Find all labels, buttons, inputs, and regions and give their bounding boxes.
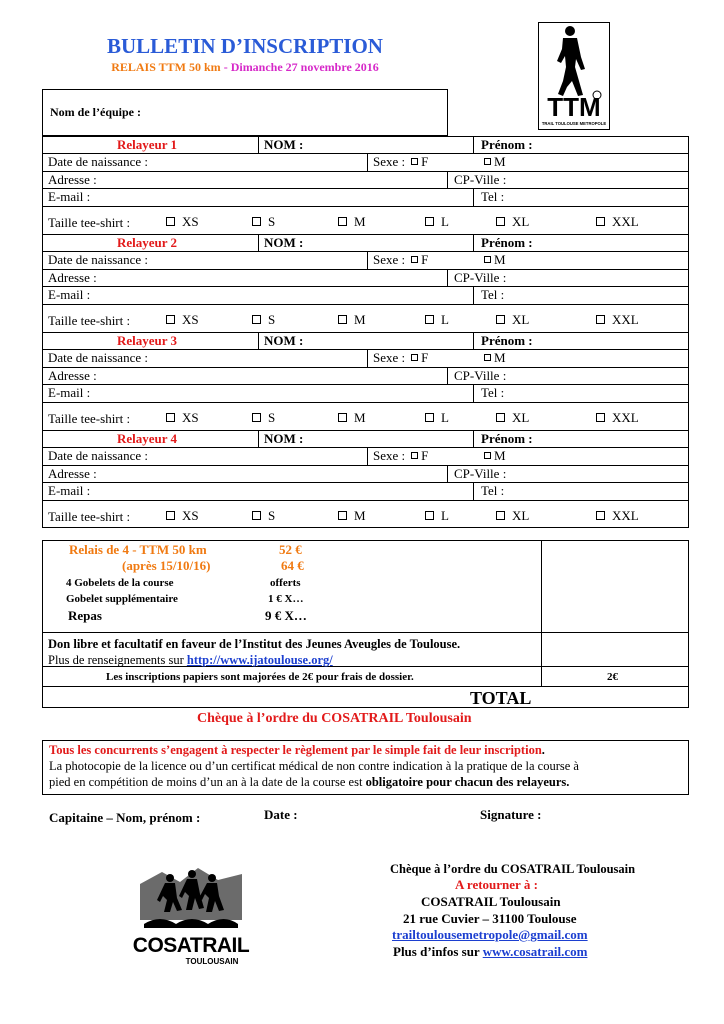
email-field[interactable]: E-mail : (48, 483, 91, 498)
signature-label[interactable]: Signature : (480, 807, 542, 822)
svg-text:TOULOUSAIN: TOULOUSAIN (185, 957, 239, 966)
repas-label: Repas (68, 608, 102, 623)
tshirt-option: S (252, 313, 275, 327)
tshirt-option: XXL (596, 215, 639, 229)
dob-field[interactable]: Date de naissance : (48, 350, 148, 365)
cosatrail-logo (132, 864, 250, 972)
tshirt-option: L (425, 215, 449, 229)
tshirt-checkbox[interactable] (596, 413, 605, 422)
sexe-f-checkbox[interactable] (411, 354, 418, 361)
tshirt-option: S (252, 411, 275, 425)
late-price-label: (après 15/10/16) (122, 558, 211, 573)
tshirt-checkbox[interactable] (496, 413, 505, 422)
rules-line-2: pied en compétition de moins d’un an à la date de la course est obligatoire pour chacun des relayeurs. (49, 775, 570, 789)
tshirt-option: S (252, 215, 275, 229)
address-cheque: Chèque à l’ordre du COSATRAIL Toulousain (390, 862, 636, 876)
nom-field[interactable]: NOM : (264, 137, 304, 152)
sexe-m-checkbox[interactable] (484, 256, 491, 263)
tshirt-checkbox[interactable] (496, 511, 505, 520)
tshirt-checkbox[interactable] (166, 511, 175, 520)
runners-icon (132, 864, 250, 972)
nom-field[interactable]: NOM : (264, 431, 304, 446)
relais-price: 52 € (279, 542, 302, 557)
tshirt-checkbox[interactable] (338, 413, 347, 422)
event-name: RELAIS TTM 50 km (111, 60, 221, 74)
event-date: Dimanche 27 novembre 2016 (230, 60, 379, 74)
email-field[interactable]: E-mail : (48, 287, 91, 302)
sexe-m-option: M (478, 253, 506, 267)
tshirt-checkbox[interactable] (166, 413, 175, 422)
repas-value[interactable]: 9 € X… (265, 608, 307, 623)
sexe-m-option: M (478, 351, 506, 365)
tshirt-option: XS (166, 509, 199, 523)
cp-ville-field[interactable]: CP-Ville : (454, 270, 507, 285)
tshirt-checkbox[interactable] (252, 511, 261, 520)
tshirt-option: L (425, 509, 449, 523)
contact-email-link[interactable]: trailtoulousemetropole@gmail.com (392, 927, 588, 942)
tel-field[interactable]: Tel : (481, 483, 505, 498)
dob-field[interactable]: Date de naissance : (48, 448, 148, 463)
address-field[interactable]: Adresse : (48, 466, 97, 481)
cp-ville-field[interactable]: CP-Ville : (454, 466, 507, 481)
captain-label[interactable]: Capitaine – Nom, prénom : (49, 810, 201, 825)
majoration-label: Les inscriptions papiers sont majorées de 2€ pour frais de dossier. (106, 671, 414, 683)
svg-text:TTM: TTM (547, 92, 601, 122)
tshirt-checkbox[interactable] (425, 511, 434, 520)
tshirt-label: Taille tee-shirt : (48, 313, 131, 328)
tshirt-checkbox[interactable] (596, 315, 605, 324)
dob-field[interactable]: Date de naissance : (48, 154, 148, 169)
tshirt-option: XXL (596, 411, 639, 425)
tshirt-checkbox[interactable] (596, 511, 605, 520)
website-line: Plus d’infos sur www.cosatrail.com (393, 944, 588, 959)
late-price: 64 € (281, 558, 304, 573)
relayeur-label: Relayeur 1 (117, 137, 178, 152)
svg-text:TRAIL TOULOUSE METROPOLE: TRAIL TOULOUSE METROPOLE (541, 121, 607, 126)
rules-line-1: La photocopie de la licence ou d’un certificat médical de non contre indication à la pratique de la course à (49, 759, 579, 773)
tshirt-option: M (338, 411, 366, 425)
tshirt-option: L (425, 313, 449, 327)
prenom-field[interactable]: Prénom : (481, 431, 533, 446)
dob-field[interactable]: Date de naissance : (48, 252, 148, 267)
tshirt-checkbox[interactable] (496, 315, 505, 324)
relais-price-label: Relais de 4 - TTM 50 km (69, 542, 207, 557)
email-field[interactable]: E-mail : (48, 385, 91, 400)
majoration-value: 2€ (607, 671, 618, 683)
tshirt-label: Taille tee-shirt : (48, 411, 131, 426)
commitment-text: Tous les concurrents s’engagent à respecter le règlement par le simple fait de leur inscription. (49, 743, 545, 757)
sexe-field: Sexe : F (373, 448, 429, 463)
address-field[interactable]: Adresse : (48, 368, 97, 383)
gobelet-sup-label: Gobelet supplémentaire (66, 593, 178, 605)
ija-link[interactable]: http://www.ijatoulouse.org/ (186, 653, 333, 667)
tshirt-option: XS (166, 215, 199, 229)
tshirt-checkbox[interactable] (252, 413, 261, 422)
nom-field[interactable]: NOM : (264, 333, 304, 348)
tel-field[interactable]: Tel : (481, 385, 505, 400)
gobelet-sup-value[interactable]: 1 € X… (268, 593, 304, 605)
sexe-f-checkbox[interactable] (411, 452, 418, 459)
info-line: Plus de renseignements sur http://www.ijatoulouse.org/ (48, 653, 333, 667)
tshirt-checkbox[interactable] (252, 315, 261, 324)
sexe-m-checkbox[interactable] (484, 452, 491, 459)
sexe-f-checkbox[interactable] (411, 158, 418, 165)
tshirt-option: M (338, 509, 366, 523)
relayeur-label: Relayeur 2 (117, 235, 178, 250)
cheque-label: Chèque à l’ordre du COSATRAIL Toulousain (197, 711, 472, 726)
address-return: A retourner à : (455, 877, 538, 892)
sexe-m-option: M (478, 155, 506, 169)
team-name-label: Nom de l’équipe : (50, 105, 141, 119)
tshirt-option: XL (496, 509, 529, 523)
tshirt-label: Taille tee-shirt : (48, 215, 131, 230)
address-field[interactable]: Adresse : (48, 172, 97, 187)
tshirt-option: XL (496, 411, 529, 425)
tshirt-option: L (425, 411, 449, 425)
tshirt-option: XXL (596, 313, 639, 327)
date-label[interactable]: Date : (264, 807, 298, 822)
tel-field[interactable]: Tel : (481, 287, 505, 302)
sexe-f-checkbox[interactable] (411, 256, 418, 263)
website-link[interactable]: www.cosatrail.com (482, 944, 588, 959)
sexe-m-option: M (478, 449, 506, 463)
gobelets-label: 4 Gobelets de la course (66, 577, 174, 589)
tshirt-option: S (252, 509, 275, 523)
tshirt-label: Taille tee-shirt : (48, 509, 131, 524)
cp-ville-field[interactable]: CP-Ville : (454, 368, 507, 383)
address-name: COSATRAIL Toulousain (421, 894, 561, 909)
nom-field[interactable]: NOM : (264, 235, 304, 250)
tshirt-checkbox[interactable] (596, 217, 605, 226)
tshirt-checkbox[interactable] (166, 315, 175, 324)
cp-ville-field[interactable]: CP-Ville : (454, 172, 507, 187)
sexe-m-checkbox[interactable] (484, 354, 491, 361)
tshirt-checkbox[interactable] (338, 315, 347, 324)
prenom-field[interactable]: Prénom : (481, 235, 533, 250)
total-label: TOTAL (470, 688, 532, 708)
relayeur-label: Relayeur 3 (117, 333, 178, 348)
tshirt-option: XS (166, 313, 199, 327)
form-title: BULLETIN D’INSCRIPTION (107, 34, 383, 58)
sexe-field: Sexe : F (373, 252, 429, 267)
prenom-field[interactable]: Prénom : (481, 137, 533, 152)
tshirt-checkbox[interactable] (425, 315, 434, 324)
sexe-field: Sexe : F (373, 154, 429, 169)
don-label: Don libre et facultatif en faveur de l’Institut des Jeunes Aveugles de Toulouse. (48, 637, 461, 651)
relayeur-label: Relayeur 4 (117, 431, 178, 446)
email-field[interactable]: E-mail : (48, 189, 91, 204)
tshirt-option: XXL (596, 509, 639, 523)
tshirt-option: XL (496, 313, 529, 327)
svg-text:COSATRAIL: COSATRAIL (132, 934, 250, 957)
tshirt-checkbox[interactable] (166, 217, 175, 226)
tshirt-checkbox[interactable] (338, 217, 347, 226)
prenom-field[interactable]: Prénom : (481, 333, 533, 348)
ttm-logo (538, 22, 610, 130)
address-field[interactable]: Adresse : (48, 270, 97, 285)
tshirt-checkbox[interactable] (338, 511, 347, 520)
address-street: 21 rue Cuvier – 31100 Toulouse (403, 911, 577, 926)
tshirt-checkbox[interactable] (425, 217, 434, 226)
tshirt-checkbox[interactable] (425, 413, 434, 422)
tshirt-checkbox[interactable] (496, 217, 505, 226)
gobelets-value: offerts (270, 577, 301, 589)
runner-icon (539, 23, 609, 129)
form-subtitle: RELAIS TTM 50 km - Dimanche 27 novembre 2016 (111, 60, 379, 74)
tshirt-option: XL (496, 215, 529, 229)
tshirt-option: M (338, 313, 366, 327)
tshirt-option: XS (166, 411, 199, 425)
tshirt-option: M (338, 215, 366, 229)
sexe-field: Sexe : F (373, 350, 429, 365)
sexe-m-checkbox[interactable] (484, 158, 491, 165)
tel-field[interactable]: Tel : (481, 189, 505, 204)
tshirt-checkbox[interactable] (252, 217, 261, 226)
